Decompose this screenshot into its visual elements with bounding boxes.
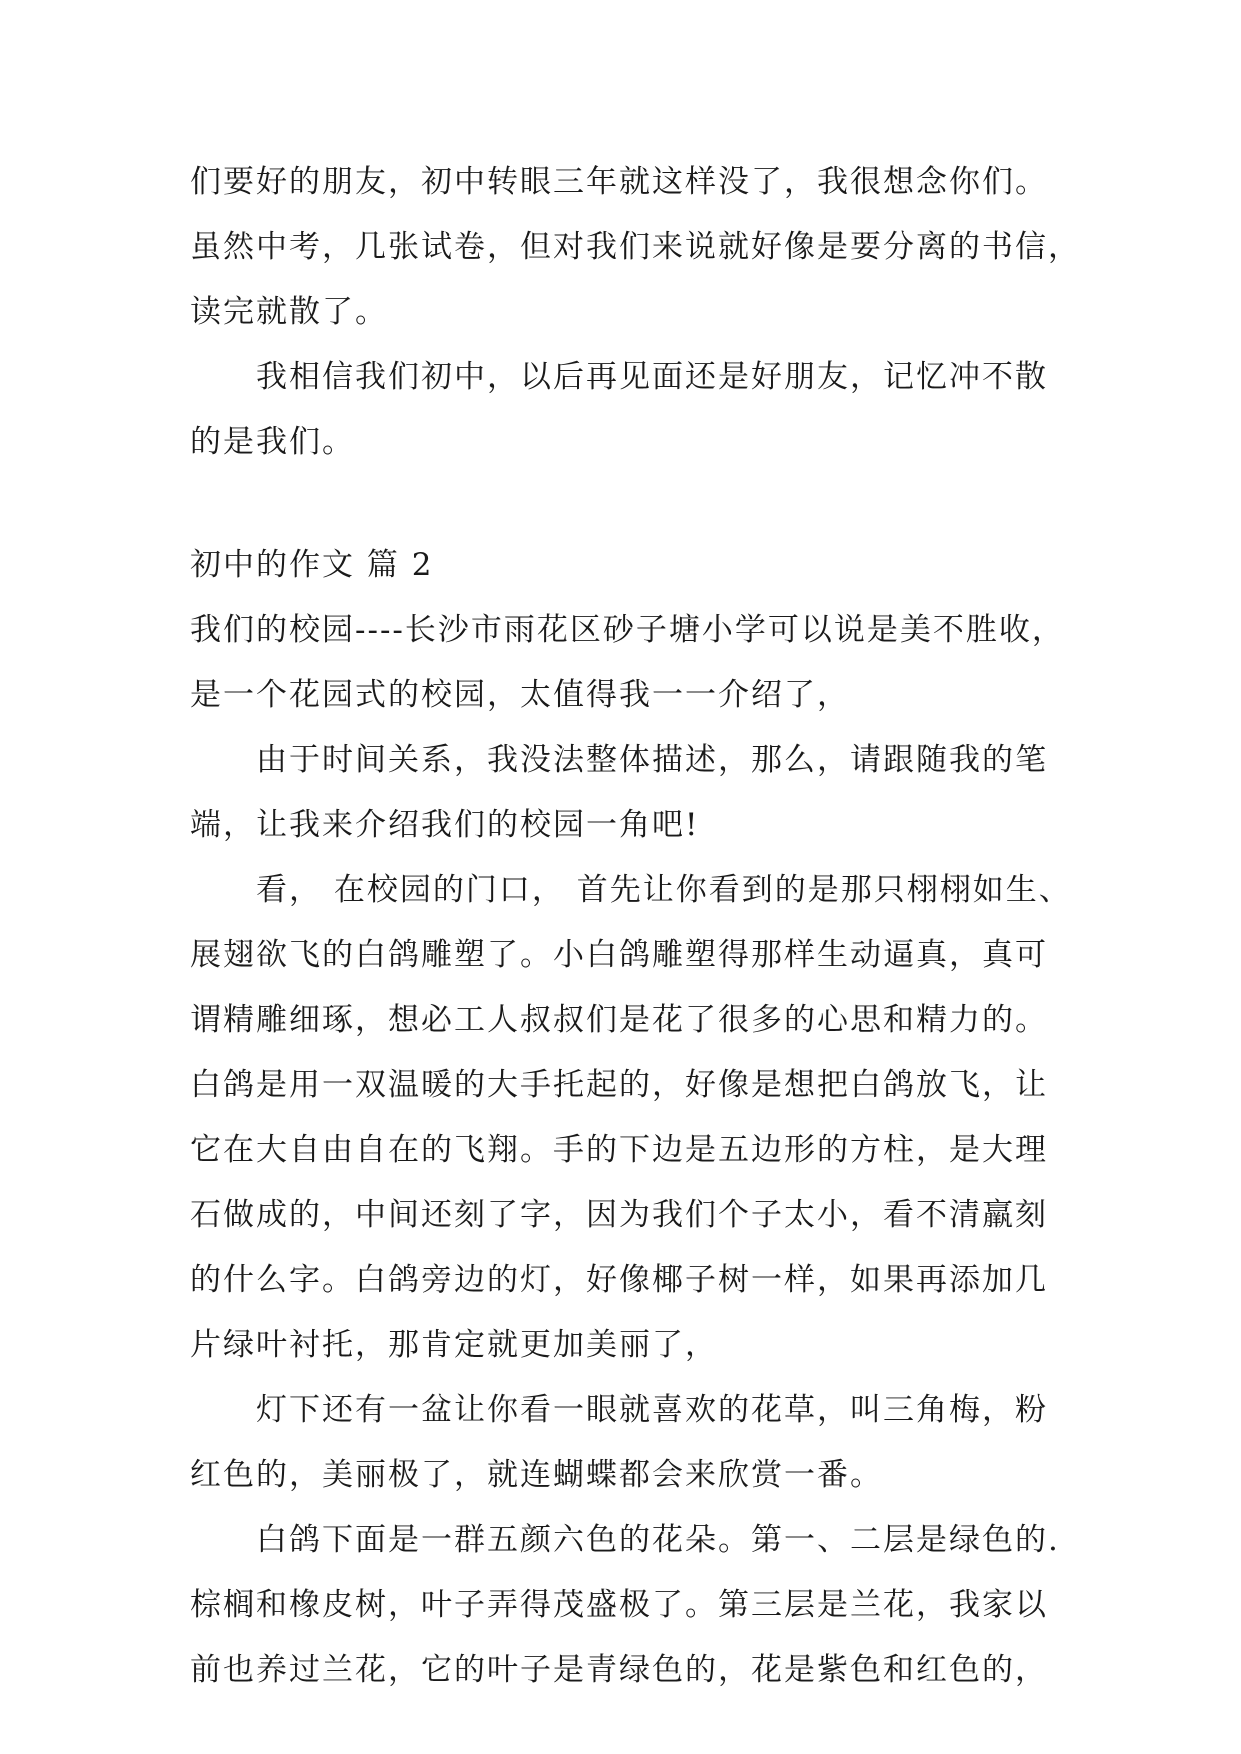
- text-line: 看， 在校园的门口， 首先让你看到的是那只栩栩如生、: [256, 872, 1072, 908]
- text-line: 读完就散了。: [190, 294, 388, 330]
- paragraph: [190, 598, 1070, 728]
- paragraph: [190, 1508, 1070, 1703]
- text-line: 我相信我们初中，以后再见面还是好朋友，记忆冲不散: [256, 359, 1048, 395]
- paragraph: [190, 150, 1081, 345]
- text-line: 灯下还有一盆让你看一眼就喜欢的花草，叫三角梅，粉: [256, 1392, 1048, 1428]
- text-line: 白鸽是用一双温暖的大手托起的，好像是想把白鸽放飞，让: [190, 1067, 1048, 1103]
- paragraph: [190, 345, 1070, 475]
- text-line: 端，让我来介绍我们的校园一角吧!: [190, 807, 700, 843]
- text-line: 们要好的朋友，初中转眼三年就这样没了，我很想念你们。: [190, 164, 1048, 200]
- text-line: 虽然中考，几张试卷，但对我们来说就好像是要分离的书信，: [190, 229, 1081, 265]
- text-line: 石做成的，中间还刻了字，因为我们个子太小，看不清羸刻: [190, 1197, 1048, 1233]
- section-gap: [190, 475, 1070, 533]
- document-page: [190, 150, 1081, 1703]
- text-line: 我们的校园----长沙市雨花区砂子塘小学可以说是美不胜收，: [190, 612, 1065, 648]
- text-line: 的是我们。: [190, 424, 355, 460]
- text-line: 它在大自由自在的飞翔。手的下边是五边形的方柱，是大理: [190, 1132, 1048, 1168]
- paragraph: [190, 1378, 1070, 1508]
- paragraph: [190, 728, 1070, 858]
- text-line: 红色的，美丽极了，就连蝴蝶都会来欣赏一番。: [190, 1457, 883, 1493]
- text-line: 是一个花园式的校园，太值得我一一介绍了，: [190, 677, 850, 713]
- text-line: 片绿叶衬托，那肯定就更加美丽了，: [190, 1327, 718, 1363]
- text-line: 的什么字。白鸽旁边的灯，好像椰子树一样，如果再添加几: [190, 1262, 1048, 1298]
- text-line: 谓精雕细琢，想必工人叔叔们是花了很多的心思和精力的。: [190, 1002, 1048, 1038]
- text-line: 棕榈和橡皮树，叶子弄得茂盛极了。第三层是兰花，我家以: [190, 1587, 1048, 1623]
- text-line: 前也养过兰花，它的叶子是青绿色的，花是紫色和红色的，: [190, 1652, 1048, 1688]
- paragraph: [190, 858, 1070, 1378]
- text-line: 由于时间关系，我没法整体描述，那么，请跟随我的笔: [256, 742, 1048, 778]
- text-line: 白鸽下面是一群五颜六色的花朵。第一、二层是绿色的.: [256, 1522, 1060, 1558]
- text-line: 展翅欲飞的白鸽雕塑了。小白鸽雕塑得那样生动逼真，真可: [190, 937, 1048, 973]
- section-heading: 初中的作文 篇 2: [190, 547, 434, 583]
